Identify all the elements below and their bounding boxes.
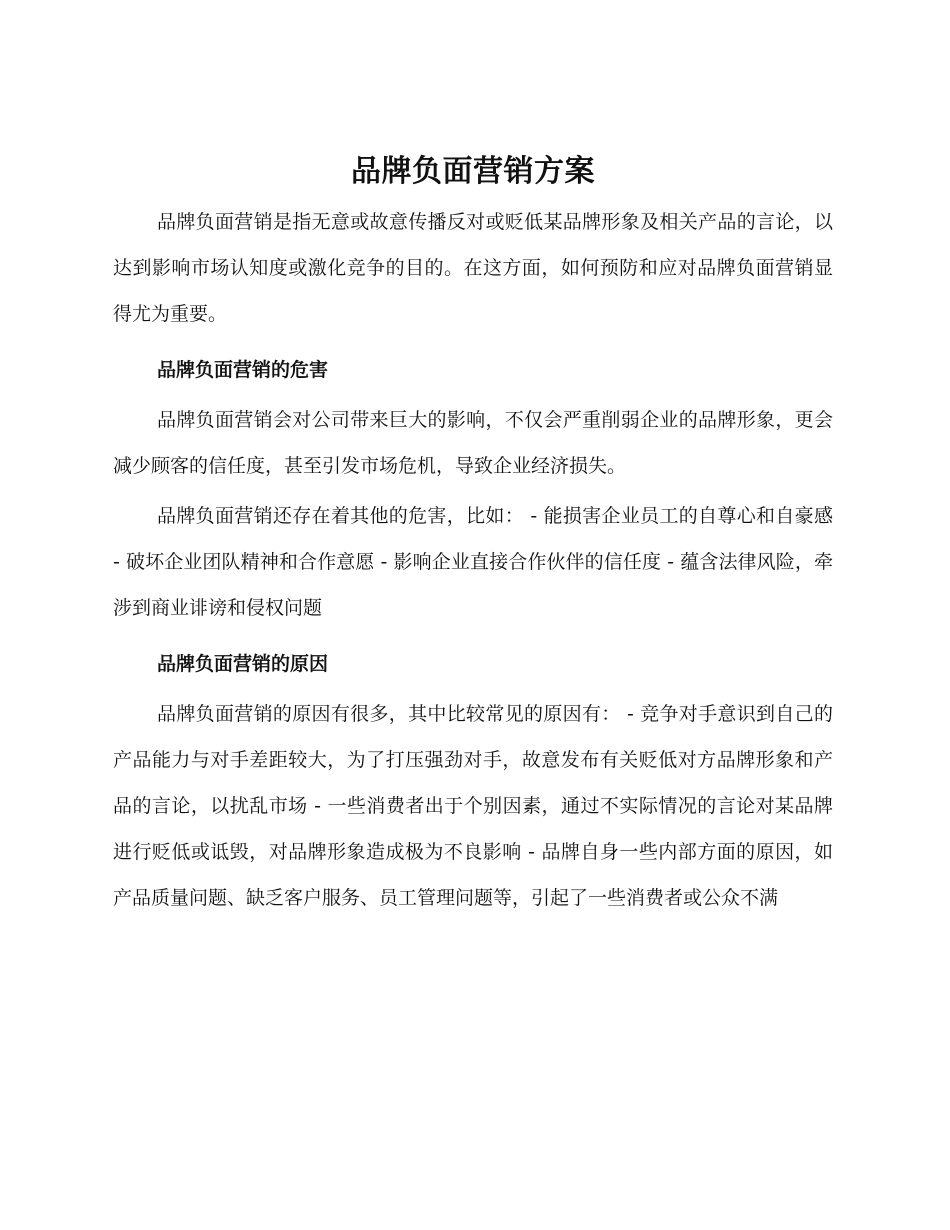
document-title: 品牌负面营销方案 <box>351 154 595 189</box>
document-page <box>113 148 833 921</box>
section-heading-harm: 品牌负面营销的危害 <box>157 359 329 381</box>
intro-paragraph: 品牌负面营销是指无意或故意传播反对或贬低某品牌形象及相关产品的言论，以达到影响市场认知度或激化竞争的目的。在这方面，如何预防和应对品牌负面营销显得尤为重要。 <box>113 211 833 325</box>
harm-paragraph-1: 品牌负面营销会对公司带来巨大的影响，不仅会严重削弱企业的品牌形象，更会减少顾客的信任度，甚至引发市场危机，导致企业经济损失。 <box>113 409 833 477</box>
causes-paragraph-1: 品牌负面营销的原因有很多，其中比较常见的原因有： - 竞争对手意识到自己的产品能力与对手差距较大，为了打压强劲对手，故意发布有关贬低对方品牌形象和产品的言论，以扰乱市场 - 一些消费者出于个别因素，通过不实际情况的言论对某品牌进行贬低或诋毁，对品牌形象造成极为不良影响 - 品牌自身一些内部方面的原因，如产品质量问题、缺乏客户服务、员工管理问题等，引起了一些消费者或公众不满 <box>113 703 833 909</box>
harm-paragraph-2: 品牌负面营销还存在着其他的危害，比如： - 能损害企业员工的自尊心和自豪感 - 破坏企业团队精神和合作意愿 - 影响企业直接合作伙伴的信任度 - 蕴含法律风险，牵涉到商业诽谤和侵权问题 <box>113 505 833 619</box>
section-heading-causes: 品牌负面营销的原因 <box>157 653 329 675</box>
